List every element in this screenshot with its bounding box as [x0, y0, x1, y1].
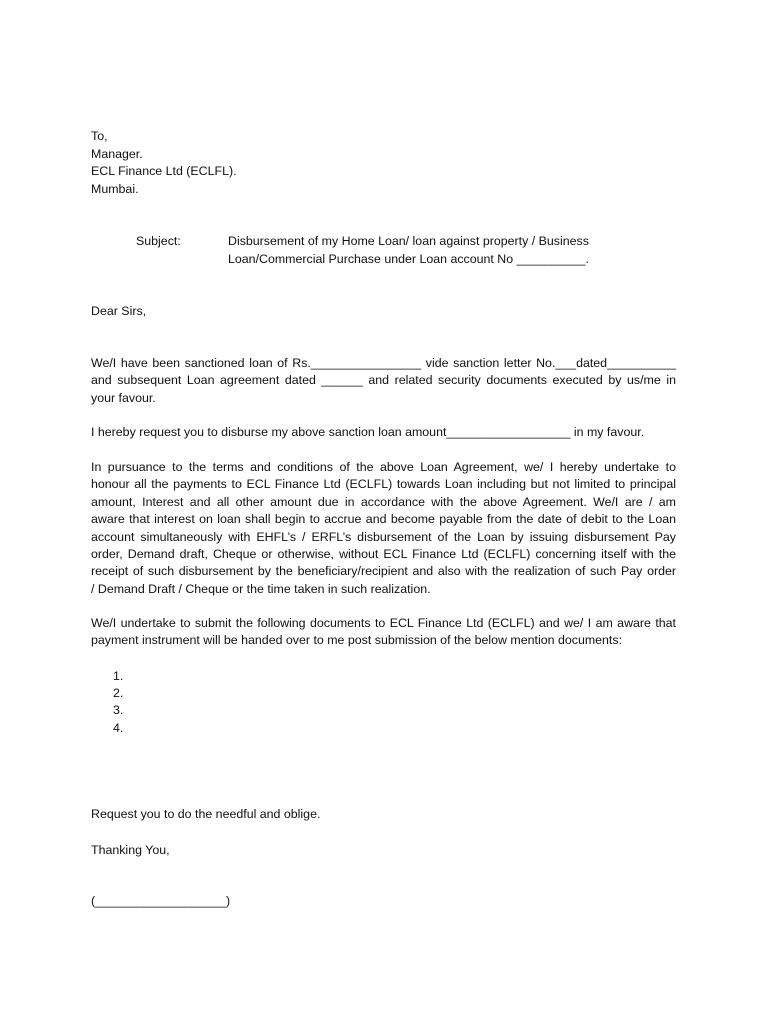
- paragraph-sanction-line: your favour.: [91, 390, 156, 405]
- address-city: Mumbai.: [91, 182, 139, 196]
- document-list-item: 4.: [113, 721, 124, 735]
- paragraph-sanction: [91, 355, 676, 407]
- paragraph-undertaking-line: receipt of such disbursement by the beneficiary/recipient and also with the realization of such Pay order: [91, 564, 676, 579]
- paragraph-undertaking-line: honour all the payments to ECL Finance Ltd (ECLFL) towards Loan including but not limited to principal: [91, 477, 676, 492]
- salutation: Dear Sirs,: [91, 304, 147, 318]
- paragraph-undertaking-line: order, Demand draft, Cheque or otherwise, without ECL Finance Ltd (ECLFL) concerning itself with the: [91, 547, 676, 562]
- subject-label: Subject:: [136, 234, 181, 248]
- address-to: To,: [91, 129, 108, 143]
- document-list-item: 1.: [113, 669, 124, 683]
- paragraph-undertaking-line: amount, Interest and all other amount due in accordance with the above Agreement. We/I are / am: [91, 494, 676, 509]
- signature-line: (___________________): [91, 894, 231, 908]
- paragraph-undertaking-line: aware that interest on loan shall begin to accrue and become payable from the date of debit to the Loan: [91, 512, 676, 527]
- address-company: ECL Finance Ltd (ECLFL).: [91, 164, 237, 178]
- paragraph-documents-line: payment instrument will be handed over to me post submission of the below mention documents:: [91, 633, 623, 648]
- document-list-item: 2.: [113, 686, 124, 700]
- paragraph-sanction-line: and subsequent Loan agreement dated ______ and related security documents executed by us/me in: [91, 373, 676, 388]
- document-list-item: 3.: [113, 703, 124, 717]
- closing-request: Request you to do the needful and oblige.: [91, 807, 321, 821]
- closing-thanks: Thanking You,: [91, 843, 170, 857]
- subject-line-1: Disbursement of my Home Loan/ loan against property / Business: [228, 234, 589, 248]
- paragraph-documents: [91, 615, 676, 650]
- paragraph-sanction-line: We/I have been sanctioned loan of Rs.________________ vide sanction letter No.___dated__________: [91, 356, 676, 370]
- subject-line-2: Loan/Commercial Purchase under Loan account No __________.: [228, 252, 589, 266]
- paragraph-undertaking-line: account simultaneously with EHFL’s / ERFL’s disbursement of the Loan by issuing disbursement Pay: [91, 529, 676, 544]
- paragraph-undertaking-line: / Demand Draft / Cheque or the time taken in such realization.: [91, 581, 431, 596]
- address-recipient: Manager.: [91, 147, 143, 161]
- paragraph-documents-line: We/I undertake to submit the following documents to ECL Finance Ltd (ECLFL) and we/ I am aware that: [91, 616, 676, 630]
- paragraph-undertaking-line: In pursuance to the terms and conditions of the above Loan Agreement, we/ I hereby undertake to: [91, 460, 676, 474]
- paragraph-undertaking: [91, 459, 676, 598]
- paragraph-request: I hereby request you to disburse my above sanction loan amount__________________ in my favour.: [91, 425, 645, 439]
